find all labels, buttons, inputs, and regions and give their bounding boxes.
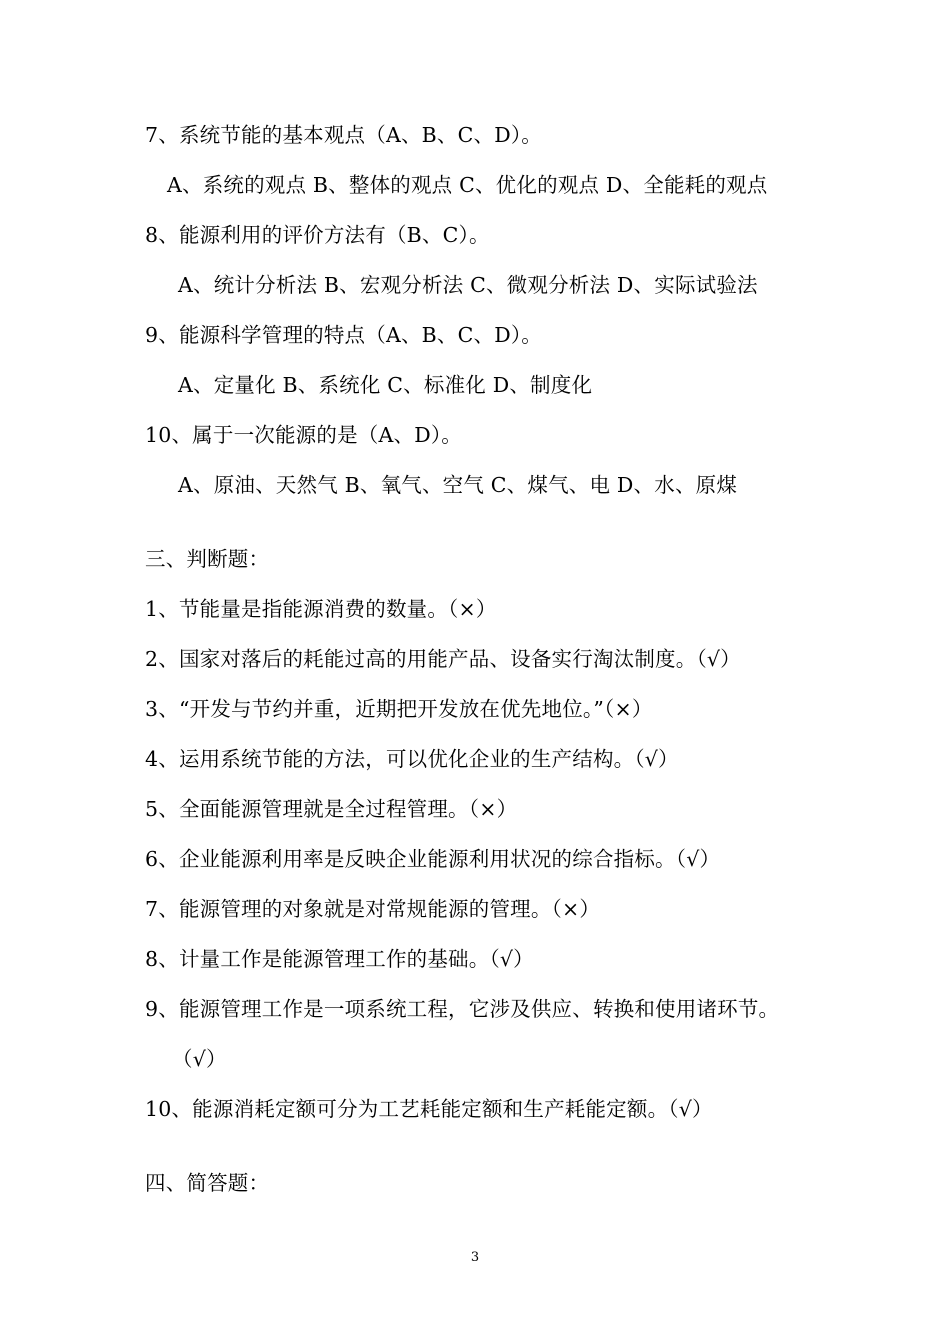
- judgment-item-1: 1、节能量是指能源消费的数量。（×）: [145, 597, 497, 621]
- page-number: 3: [470, 1250, 480, 1265]
- question-8: 8、能源利用的评价方法有（B、C）。: [145, 223, 490, 247]
- judgment-item-6: 6、企业能源利用率是反映企业能源利用状况的综合指标。（√）: [145, 847, 721, 871]
- judgment-item-9-answer: （√）: [172, 1047, 227, 1071]
- judgment-item-9: 9、能源管理工作是一项系统工程，它涉及供应、转换和使用诸环节。: [145, 997, 780, 1021]
- question-7-options: A、系统的观点 B、整体的观点 C、优化的观点 D、全能耗的观点: [167, 173, 768, 197]
- section-judgment-title: 三、判断题：: [145, 547, 270, 571]
- section-short-answer-title: 四、简答题：: [145, 1171, 270, 1195]
- question-9: 9、能源科学管理的特点（A、B、C、D）。: [145, 323, 542, 347]
- judgment-item-3: 3、“开发与节约并重，近期把开发放在优先地位。”（×）: [145, 697, 653, 721]
- question-10-options: A、原油、天然气 B、氧气、空气 C、煤气、电 D、水、原煤: [178, 473, 738, 497]
- judgment-item-5: 5、全面能源管理就是全过程管理。（×）: [145, 797, 518, 821]
- judgment-item-8: 8、计量工作是能源管理工作的基础。（√）: [145, 947, 534, 971]
- judgment-item-7: 7、能源管理的对象就是对常规能源的管理。（×）: [145, 897, 601, 921]
- judgment-item-2: 2、国家对落后的耗能过高的用能产品、设备实行淘汰制度。（√）: [145, 647, 741, 671]
- question-8-options: A、统计分析法 B、宏观分析法 C、微观分析法 D、实际试验法: [178, 273, 758, 297]
- question-9-options: A、定量化 B、系统化 C、标准化 D、制度化: [178, 373, 593, 397]
- question-10: 10、属于一次能源的是（A、D）。: [145, 423, 462, 447]
- question-7: 7、系统节能的基本观点（A、B、C、D）。: [145, 123, 542, 147]
- judgment-item-4: 4、运用系统节能的方法，可以优化企业的生产结构。（√）: [145, 747, 679, 771]
- judgment-item-10: 10、能源消耗定额可分为工艺耗能定额和生产耗能定额。（√）: [145, 1097, 713, 1121]
